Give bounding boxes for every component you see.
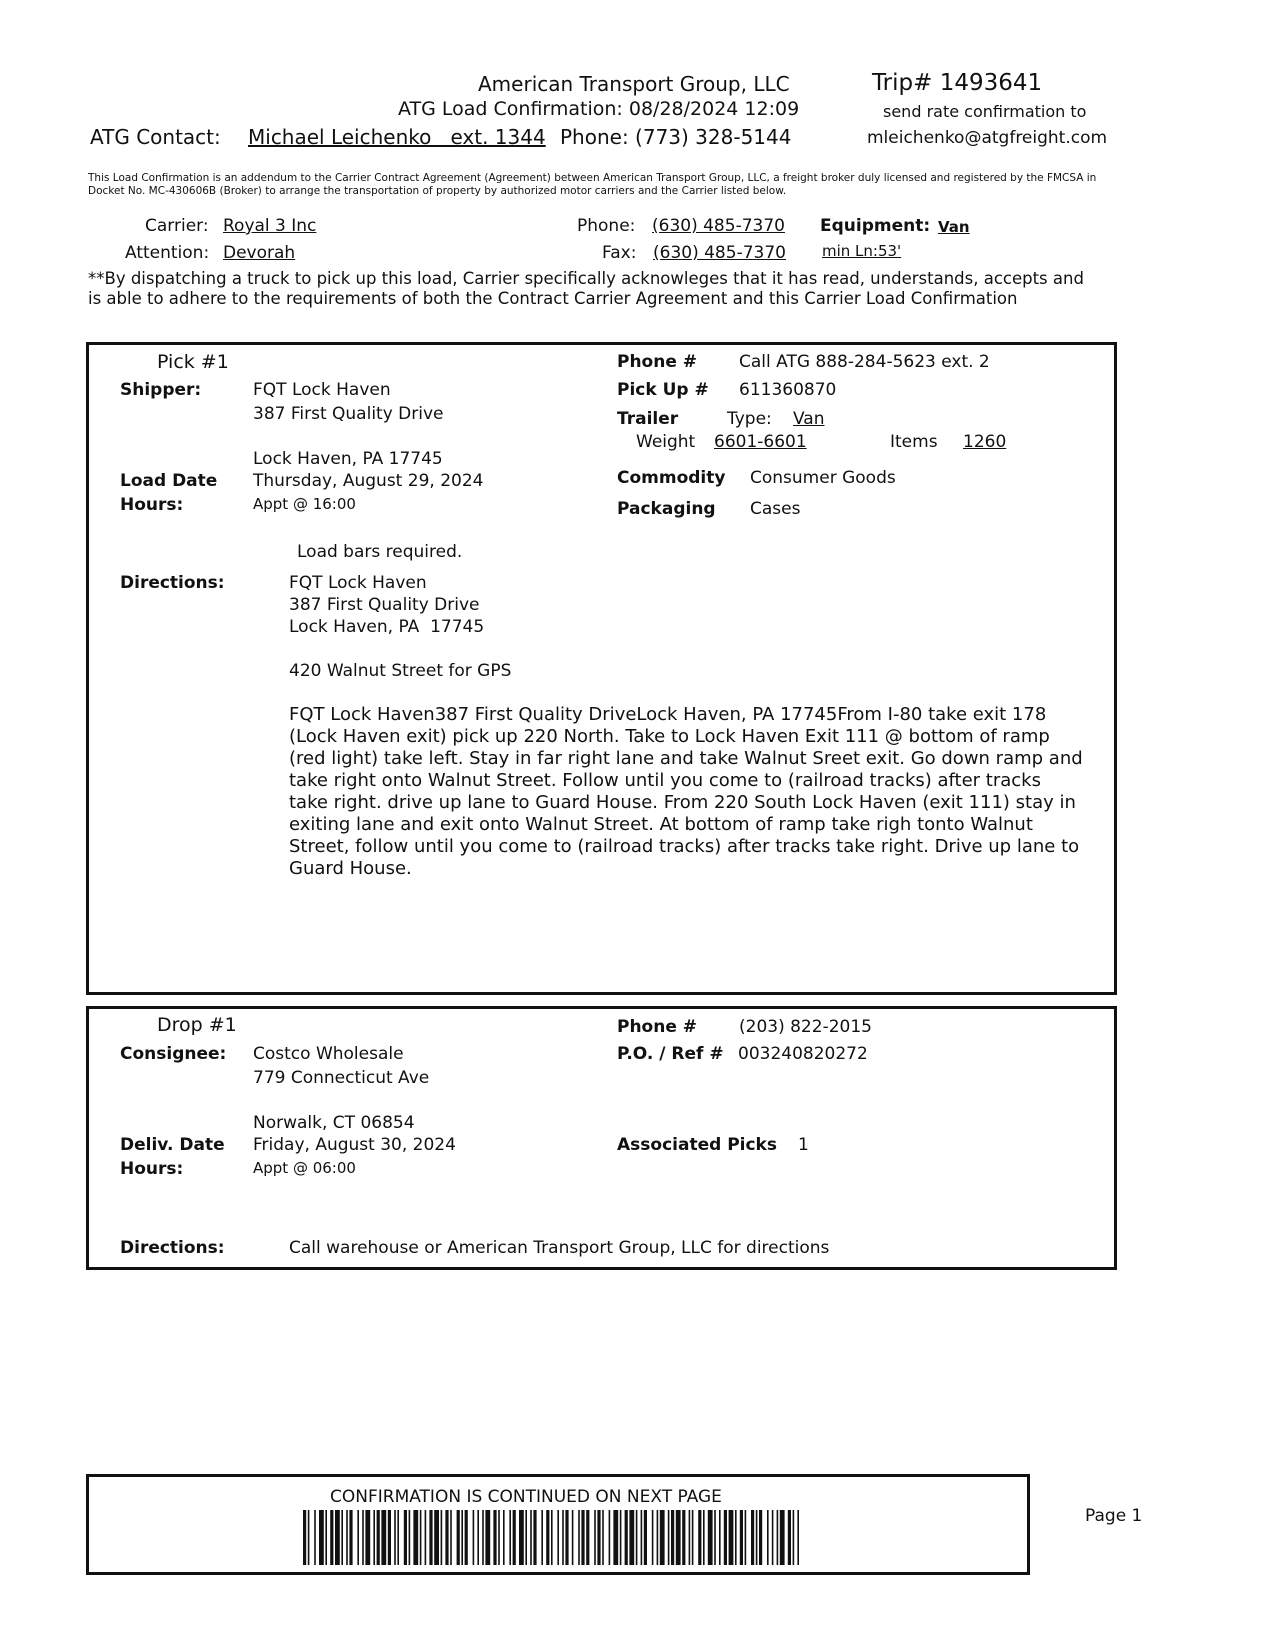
items-value: 1260 (963, 432, 1007, 452)
load-date-label: Load Date (120, 471, 218, 491)
drop-directions-label: Directions: (120, 1238, 225, 1258)
barcode-bar (793, 1510, 795, 1565)
continued-notice: CONFIRMATION IS CONTINUED ON NEXT PAGE (330, 1487, 722, 1507)
drop-phone-label: Phone # (617, 1017, 698, 1037)
carrier-label: Carrier: (145, 216, 209, 236)
barcode-bar (461, 1510, 463, 1565)
barcode-bar (625, 1510, 628, 1565)
barcode-bar (308, 1510, 310, 1565)
weight-label: Weight (636, 432, 696, 452)
barcode-bar (509, 1510, 511, 1565)
barcode-bar (465, 1510, 468, 1565)
barcode-bar (409, 1510, 411, 1565)
barcode-bar (740, 1510, 743, 1565)
pick-title: Pick #1 (157, 351, 229, 373)
barcode-bar (562, 1510, 564, 1565)
barcode-bar (381, 1510, 386, 1565)
barcode-bar (346, 1510, 348, 1565)
barcode-bar (434, 1510, 439, 1565)
barcode-bar (477, 1510, 479, 1565)
shipper-label: Shipper: (120, 380, 202, 400)
equipment-value: Van (938, 218, 970, 236)
carrier-name: Royal 3 Inc (223, 216, 317, 236)
legal-notice: This Load Confirmation is an addendum to the Carrier Contract Agreement (Agreement) between American Transport Group, LLC, a freight broker duly licensed and registered by the FMCSA in Docket No. MC-430606B (Broker) to arrange the transportation of property by authorized motor carriers and the Carrier listed below. (88, 172, 1097, 197)
barcode-bar (420, 1510, 422, 1565)
pick-directions-line-2: 387 First Quality Drive (289, 595, 480, 615)
gps-note: 420 Walnut Street for GPS (289, 661, 512, 681)
attention-label: Attention: (125, 243, 210, 263)
barcode-bar (660, 1510, 665, 1565)
barcode-bar (413, 1510, 418, 1565)
trailer-type-label: Type: (727, 409, 772, 429)
consignee-address-1: 779 Connecticut Ave (253, 1068, 430, 1088)
barcode-bar (759, 1510, 762, 1565)
drop-section (86, 1006, 1117, 1270)
company-name: American Transport Group, LLC (478, 72, 790, 96)
barcode-bar (780, 1510, 785, 1565)
pick-directions-line-3: Lock Haven, PA 17745 (289, 617, 485, 637)
barcode-bar (388, 1510, 391, 1565)
trip-number: Trip# 1493641 (872, 70, 1043, 96)
barcode-bar (719, 1510, 721, 1565)
commodity: Consumer Goods (750, 468, 896, 488)
barcode-bar (362, 1510, 364, 1565)
po-ref-value: 003240820272 (738, 1044, 868, 1064)
barcode-bar (565, 1510, 568, 1565)
barcode-bar (724, 1510, 727, 1565)
pickup-number: 611360870 (739, 380, 837, 400)
carrier-phone-label: Phone: (577, 216, 636, 236)
barcode-bar (319, 1510, 324, 1565)
packaging: Cases (750, 499, 801, 519)
barcode-bar (394, 1510, 396, 1565)
pickup-number-label: Pick Up # (617, 380, 709, 400)
contact-email[interactable]: mleichenko@atgfreight.com (867, 128, 1108, 148)
barcode-bar (777, 1510, 779, 1565)
barcode-bar (644, 1510, 647, 1565)
carrier-phone: (630) 485-7370 (652, 216, 785, 236)
barcode-image (303, 1510, 823, 1565)
associated-picks-value: 1 (798, 1135, 809, 1155)
barcode-bar (533, 1510, 536, 1565)
commodity-label: Commodity (617, 468, 726, 488)
barcode-bar (735, 1510, 737, 1565)
barcode-bar (652, 1510, 654, 1565)
equipment-label: Equipment: (820, 216, 931, 236)
barcode-bar (314, 1510, 316, 1565)
barcode-bar (657, 1510, 659, 1565)
barcode-bar (594, 1510, 596, 1565)
barcode-bar (572, 1510, 574, 1565)
load-date: Thursday, August 29, 2024 (253, 471, 484, 491)
items-label: Items (890, 432, 938, 452)
deliv-date: Friday, August 30, 2024 (253, 1135, 456, 1155)
barcode-bar (373, 1510, 375, 1565)
barcode-bar (767, 1510, 769, 1565)
barcode-bar (325, 1510, 327, 1565)
load-confirmation-date: ATG Load Confirmation: 08/28/2024 12:09 (398, 98, 800, 120)
barcode-bar (551, 1510, 553, 1565)
pick-directions-line-1: FQT Lock Haven (289, 573, 427, 593)
consignee-label: Consignee: (120, 1044, 227, 1064)
barcode-bar (519, 1510, 524, 1565)
barcode-bar (682, 1510, 685, 1565)
barcode-bar (751, 1510, 754, 1565)
weight-value: 6601-6601 (714, 432, 807, 452)
barcode-bar (404, 1510, 407, 1565)
barcode-bar (668, 1510, 670, 1565)
barcode-bar (546, 1510, 549, 1565)
barcode-bar (330, 1510, 333, 1565)
barcode-bar (457, 1510, 460, 1565)
barcode-bar (503, 1510, 505, 1565)
barcode-bar (698, 1510, 701, 1565)
barcode-bar (620, 1510, 622, 1565)
barcode-bar (377, 1510, 380, 1565)
pick-phone: Call ATG 888-284-5623 ext. 2 (739, 352, 990, 372)
barcode-bar (441, 1510, 443, 1565)
barcode-bar (335, 1510, 340, 1565)
barcode-bar (703, 1510, 705, 1565)
pick-phone-label: Phone # (617, 352, 698, 372)
barcode-bar (714, 1510, 716, 1565)
barcode-bar (756, 1510, 758, 1565)
barcode-bar (530, 1510, 532, 1565)
barcode-bar (581, 1510, 584, 1565)
barcode-bar (303, 1510, 306, 1565)
barcode-bar (397, 1510, 399, 1565)
barcode-bar (692, 1510, 694, 1565)
barcode-bar (676, 1510, 681, 1565)
barcode-bar (425, 1510, 427, 1565)
barcode-bar (788, 1510, 791, 1565)
barcode-bar (473, 1510, 475, 1565)
deliv-date-label: Deliv. Date (120, 1135, 225, 1155)
barcode-bar (357, 1510, 359, 1565)
drop-phone: (203) 822-2015 (739, 1017, 872, 1037)
carrier-fax-label: Fax: (602, 243, 637, 263)
pick-hours-label: Hours: (120, 495, 184, 515)
contact-label: ATG Contact: (90, 125, 221, 149)
barcode-bar (797, 1510, 799, 1565)
barcode-bar (482, 1510, 484, 1565)
barcode-bar (525, 1510, 527, 1565)
po-ref-label: P.O. / Ref # (617, 1044, 724, 1064)
consignee-name: Costco Wholesale (253, 1044, 404, 1064)
min-length: min Ln:53' (822, 242, 902, 260)
packaging-label: Packaging (617, 499, 716, 519)
pick-directions-label: Directions: (120, 573, 225, 593)
barcode-bar (689, 1510, 691, 1565)
barcode-bar (641, 1510, 643, 1565)
barcode-bar (349, 1510, 352, 1565)
drop-hours: Appt @ 06:00 (253, 1159, 356, 1177)
barcode-bar (493, 1510, 496, 1565)
send-rate-note: send rate confirmation to (883, 102, 1087, 121)
barcode-bar (597, 1510, 600, 1565)
shipper-name: FQT Lock Haven (253, 380, 391, 400)
trailer-label: Trailer (617, 409, 679, 429)
barcode-bar (450, 1510, 452, 1565)
barcode-bar (498, 1510, 500, 1565)
pick-directions-text: FQT Lock Haven387 First Quality DriveLock Haven, PA 17745From I-80 take exit 178 (Lock Haven exit) pick up 220 North. Take to Lock Haven Exit 111 @ bottom of ramp (red light) take left. Stay in far right lane and take Walnut Sreet exit. Go down ramp and take right onto Walnut Street. Follow until you come to (railroad tracks) after tracks take right. drive up lane to Guard House. From 220 South Lock Haven (exit 111) stay in exiting lane and exit onto Walnut Street. At bottom of ramp take righ tonto Walnut Street, follow until you come to (railroad tracks) after tracks take right. Drive up lane to Guard House. (289, 704, 1083, 879)
barcode-bar (513, 1510, 516, 1565)
barcode-bar (602, 1510, 604, 1565)
dispatch-acknowledgement: **By dispatching a truck to pick up this load, Carrier specifically acknowleges that it has read, understands, accepts and is able to adhere to the requirements of both the Contract Carrier Agreement and this Carrier Load Confirmation (88, 269, 1084, 308)
consignee-address-2: Norwalk, CT 06854 (253, 1113, 415, 1133)
barcode-bar (729, 1510, 734, 1565)
barcode-bar (772, 1510, 774, 1565)
contact-phone: Phone: (773) 328-5144 (560, 125, 792, 149)
pick-hours: Appt @ 16:00 (253, 495, 356, 513)
barcode-bar (613, 1510, 618, 1565)
drop-hours-label: Hours: (120, 1159, 184, 1179)
barcode-bar (671, 1510, 674, 1565)
barcode-bar (629, 1510, 634, 1565)
contact-name[interactable]: Michael Leichenko ext. 1344 (248, 125, 546, 149)
shipper-address-2: Lock Haven, PA 17745 (253, 449, 443, 469)
barcode-bar (541, 1510, 543, 1565)
barcode-bar (609, 1510, 611, 1565)
barcode-bar (365, 1510, 370, 1565)
barcode-bar (445, 1510, 448, 1565)
shipper-address-1: 387 First Quality Drive (253, 404, 444, 424)
barcode-bar (636, 1510, 638, 1565)
barcode-bar (745, 1510, 747, 1565)
trailer-type: Van (793, 409, 825, 429)
barcode-bar (485, 1510, 490, 1565)
barcode-bar (578, 1510, 580, 1565)
barcode-bar (708, 1510, 713, 1565)
carrier-fax: (630) 485-7370 (653, 243, 786, 263)
drop-directions: Call warehouse or American Transport Group, LLC for directions (289, 1238, 830, 1258)
page-number: Page 1 (1085, 1506, 1143, 1526)
barcode-bar (586, 1510, 589, 1565)
barcode-bar (341, 1510, 343, 1565)
drop-title: Drop #1 (157, 1014, 237, 1036)
load-bars-note: Load bars required. (297, 542, 463, 562)
barcode-bar (429, 1510, 432, 1565)
attention-name: Devorah (223, 243, 296, 263)
associated-picks-label: Associated Picks (617, 1135, 777, 1155)
barcode-bar (557, 1510, 559, 1565)
